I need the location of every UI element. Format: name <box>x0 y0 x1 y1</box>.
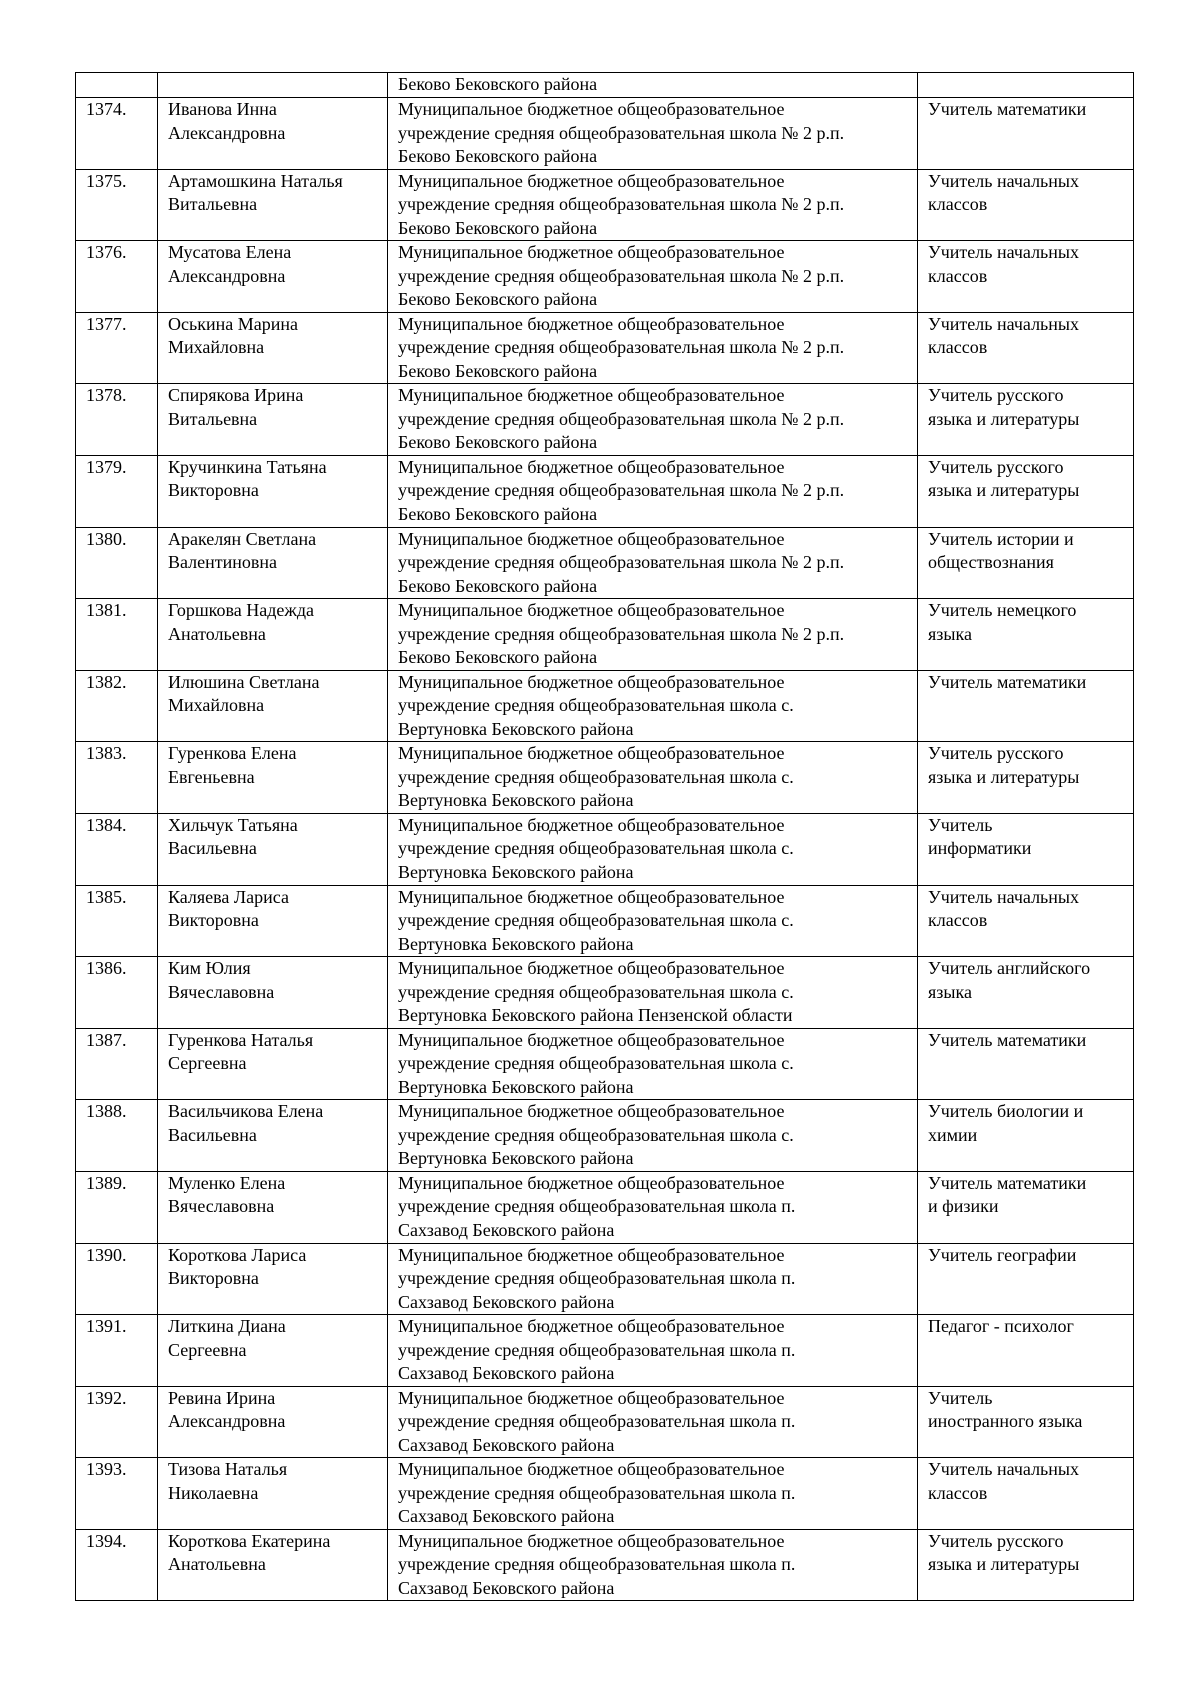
roster-body <box>76 73 1134 1601</box>
teacher-name: Муленко Елена Вячеславовна <box>158 1171 388 1243</box>
teacher-name: Хильчук Татьяна Васильевна <box>158 813 388 885</box>
row-number: 1382. <box>76 670 158 742</box>
row-number: 1391. <box>76 1315 158 1387</box>
institution: Муниципальное бюджетное общеобразовательное учреждение средняя общеобразовательная школа № 2 р.п. Беково Бековского района <box>388 527 918 599</box>
table-row <box>76 1028 1134 1100</box>
row-number: 1387. <box>76 1028 158 1100</box>
institution: Муниципальное бюджетное общеобразовательное учреждение средняя общеобразовательная школа п. Сахзавод Бековского района <box>388 1315 918 1387</box>
table-row <box>76 1315 1134 1387</box>
teacher-name: Ревина Ирина Александровна <box>158 1386 388 1458</box>
row-number: 1390. <box>76 1243 158 1315</box>
position: Учитель русского языка и литературы <box>918 455 1134 527</box>
teacher-name: Горшкова Надежда Анатольевна <box>158 599 388 671</box>
teacher-roster-table <box>75 72 1134 1601</box>
position: Учитель начальных классов <box>918 169 1134 241</box>
row-number <box>76 73 158 98</box>
table-row <box>76 957 1134 1029</box>
teacher-name: Короткова Екатерина Анатольевна <box>158 1529 388 1601</box>
table-row <box>76 169 1134 241</box>
position: Учитель иностранного языка <box>918 1386 1134 1458</box>
position <box>918 73 1134 98</box>
table-row <box>76 742 1134 814</box>
teacher-name: Мусатова Елена Александровна <box>158 241 388 313</box>
table-row <box>76 1100 1134 1172</box>
institution: Муниципальное бюджетное общеобразовательное учреждение средняя общеобразовательная школа п. Сахзавод Бековского района <box>388 1171 918 1243</box>
row-number: 1381. <box>76 599 158 671</box>
position: Учитель информатики <box>918 813 1134 885</box>
position: Учитель русского языка и литературы <box>918 742 1134 814</box>
table-row <box>76 241 1134 313</box>
row-number: 1385. <box>76 885 158 957</box>
teacher-name: Гуренкова Наталья Сергеевна <box>158 1028 388 1100</box>
table-row <box>76 1171 1134 1243</box>
row-number: 1374. <box>76 98 158 170</box>
row-number: 1377. <box>76 312 158 384</box>
position: Учитель математики <box>918 98 1134 170</box>
institution: Муниципальное бюджетное общеобразовательное учреждение средняя общеобразовательная школа № 2 р.п. Беково Бековского района <box>388 312 918 384</box>
row-number: 1386. <box>76 957 158 1029</box>
table-row <box>76 670 1134 742</box>
position: Учитель начальных классов <box>918 312 1134 384</box>
continuation-row <box>76 73 1134 98</box>
row-number: 1384. <box>76 813 158 885</box>
row-number: 1379. <box>76 455 158 527</box>
table-row <box>76 455 1134 527</box>
institution: Муниципальное бюджетное общеобразовательное учреждение средняя общеобразовательная школа п. Сахзавод Бековского района <box>388 1386 918 1458</box>
position: Учитель математики <box>918 670 1134 742</box>
table-row <box>76 1243 1134 1315</box>
teacher-name: Аракелян Светлана Валентиновна <box>158 527 388 599</box>
institution: Муниципальное бюджетное общеобразовательное учреждение средняя общеобразовательная школа № 2 р.п. Беково Бековского района <box>388 98 918 170</box>
teacher-name: Короткова Лариса Викторовна <box>158 1243 388 1315</box>
position: Учитель русского языка и литературы <box>918 384 1134 456</box>
teacher-name: Каляева Лариса Викторовна <box>158 885 388 957</box>
table-row <box>76 312 1134 384</box>
row-number: 1375. <box>76 169 158 241</box>
institution: Муниципальное бюджетное общеобразовательное учреждение средняя общеобразовательная школа п. Сахзавод Бековского района <box>388 1529 918 1601</box>
row-number: 1376. <box>76 241 158 313</box>
institution: Муниципальное бюджетное общеобразовательное учреждение средняя общеобразовательная школа с. Вертуновка Бековского района <box>388 742 918 814</box>
table-row <box>76 1386 1134 1458</box>
teacher-name: Ким Юлия Вячеславовна <box>158 957 388 1029</box>
institution: Муниципальное бюджетное общеобразовательное учреждение средняя общеобразовательная школа с. Вертуновка Бековского района <box>388 813 918 885</box>
teacher-name: Гуренкова Елена Евгеньевна <box>158 742 388 814</box>
institution: Муниципальное бюджетное общеобразовательное учреждение средняя общеобразовательная школа № 2 р.п. Беково Бековского района <box>388 455 918 527</box>
institution: Муниципальное бюджетное общеобразовательное учреждение средняя общеобразовательная школа № 2 р.п. Беково Бековского района <box>388 169 918 241</box>
position: Учитель математики <box>918 1028 1134 1100</box>
institution: Муниципальное бюджетное общеобразовательное учреждение средняя общеобразовательная школа п. Сахзавод Бековского района <box>388 1458 918 1530</box>
position: Учитель начальных классов <box>918 885 1134 957</box>
row-number: 1383. <box>76 742 158 814</box>
teacher-name: Васильчикова Елена Васильевна <box>158 1100 388 1172</box>
institution: Муниципальное бюджетное общеобразовательное учреждение средняя общеобразовательная школа с. Вертуновка Бековского района <box>388 670 918 742</box>
teacher-name: Иванова Инна Александровна <box>158 98 388 170</box>
position: Учитель истории и обществознания <box>918 527 1134 599</box>
position: Учитель немецкого языка <box>918 599 1134 671</box>
row-number: 1380. <box>76 527 158 599</box>
table-row <box>76 384 1134 456</box>
table-row <box>76 1529 1134 1601</box>
table-row <box>76 885 1134 957</box>
row-number: 1392. <box>76 1386 158 1458</box>
position: Педагог - психолог <box>918 1315 1134 1387</box>
table-row <box>76 813 1134 885</box>
row-number: 1378. <box>76 384 158 456</box>
position: Учитель начальных классов <box>918 1458 1134 1530</box>
table-row <box>76 1458 1134 1530</box>
institution: Муниципальное бюджетное общеобразовательное учреждение средняя общеобразовательная школа с. Вертуновка Бековского района Пензенской области <box>388 957 918 1029</box>
row-number: 1393. <box>76 1458 158 1530</box>
teacher-name: Илюшина Светлана Михайловна <box>158 670 388 742</box>
row-number: 1389. <box>76 1171 158 1243</box>
teacher-name: Литкина Диана Сергеевна <box>158 1315 388 1387</box>
row-number: 1394. <box>76 1529 158 1601</box>
table-row <box>76 98 1134 170</box>
institution: Муниципальное бюджетное общеобразовательное учреждение средняя общеобразовательная школа с. Вертуновка Бековского района <box>388 1028 918 1100</box>
teacher-name: Кручинкина Татьяна Викторовна <box>158 455 388 527</box>
position: Учитель английского языка <box>918 957 1134 1029</box>
table-row <box>76 527 1134 599</box>
teacher-name: Спирякова Ирина Витальевна <box>158 384 388 456</box>
position: Учитель математики и физики <box>918 1171 1134 1243</box>
teacher-name: Тизова Наталья Николаевна <box>158 1458 388 1530</box>
position: Учитель начальных классов <box>918 241 1134 313</box>
institution: Муниципальное бюджетное общеобразовательное учреждение средняя общеобразовательная школа п. Сахзавод Бековского района <box>388 1243 918 1315</box>
institution: Муниципальное бюджетное общеобразовательное учреждение средняя общеобразовательная школа № 2 р.п. Беково Бековского района <box>388 599 918 671</box>
table-row <box>76 599 1134 671</box>
institution: Муниципальное бюджетное общеобразовательное учреждение средняя общеобразовательная школа с. Вертуновка Бековского района <box>388 885 918 957</box>
row-number: 1388. <box>76 1100 158 1172</box>
position: Учитель биологии и химии <box>918 1100 1134 1172</box>
institution: Муниципальное бюджетное общеобразовательное учреждение средняя общеобразовательная школа с. Вертуновка Бековского района <box>388 1100 918 1172</box>
institution: Беково Бековского района <box>388 73 918 98</box>
teacher-name: Оськина Марина Михайловна <box>158 312 388 384</box>
institution: Муниципальное бюджетное общеобразовательное учреждение средняя общеобразовательная школа № 2 р.п. Беково Бековского района <box>388 384 918 456</box>
teacher-name <box>158 73 388 98</box>
teacher-name: Артамошкина Наталья Витальевна <box>158 169 388 241</box>
position: Учитель русского языка и литературы <box>918 1529 1134 1601</box>
institution: Муниципальное бюджетное общеобразовательное учреждение средняя общеобразовательная школа № 2 р.п. Беково Бековского района <box>388 241 918 313</box>
position: Учитель географии <box>918 1243 1134 1315</box>
